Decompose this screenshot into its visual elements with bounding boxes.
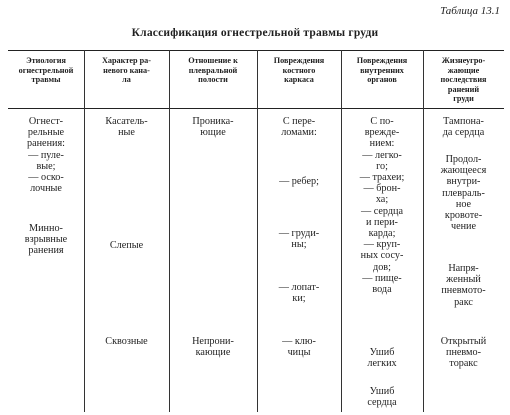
header-organ-damage: Повреждения внутренних органов: [356, 56, 408, 85]
cell-scapula: — лопат- ки;: [278, 282, 320, 305]
cell-tension-pneumothorax: Напря- женный пневмото- ракс: [441, 263, 486, 308]
cell-sternum: — груди- ны;: [278, 228, 320, 251]
header-wound-channel: Характер ра- невого кана- ла: [101, 56, 151, 85]
cell-open-pneumothorax: Открытый пневмо- торакс: [440, 336, 487, 370]
cell-heart-contusion: Ушиб сердца: [367, 386, 397, 409]
cell-ribs: — ребер;: [279, 176, 319, 187]
cell-through: Сквозные: [105, 336, 148, 347]
cell-nonpenetrating: Непрони- кающие: [192, 336, 234, 359]
header-bottom-rule: [8, 108, 504, 109]
cell-lung-contusion: Ушиб легких: [367, 347, 397, 370]
cell-cardiac-tamponade: Тампона- да сердца: [442, 116, 485, 139]
cell-blind: Слепые: [109, 240, 144, 251]
cell-ongoing-bleeding: Продол- жающееся внутри- плевраль- ное кровоте- чение: [440, 154, 487, 233]
cell-tangential: Касатель- ные: [105, 116, 148, 139]
classification-table: [8, 50, 504, 412]
cell-clavicle: — клю- чицы: [282, 336, 316, 359]
cell-with-fractures: С пере- ломами:: [281, 116, 317, 139]
header-bone-damage: Повреждения костного каркаса: [273, 56, 325, 85]
cell-organ-damage: С по- врежде- нием: — легко- го; — трахеи; — брон- ха; — сердца и пери- карда; — круп- ных сосу- дов; — пище- вода: [359, 116, 405, 296]
header-etiology: Этиология огнестрельной травмы: [18, 56, 74, 85]
header-pleural-relation: Отношение к плевральной полости: [188, 56, 238, 85]
cell-penetrating: Проника- ющие: [192, 116, 234, 139]
table-number: Таблица 13.1: [440, 5, 500, 17]
header-life-threatening: Жизнеугро- жающие последствия ранений груди: [440, 56, 487, 104]
table-top-rule: [8, 50, 504, 51]
cell-mine-explosive-wounds: Минно- взрывные ранения: [24, 223, 68, 257]
table-title: Классификация огнестрельной травмы груди: [131, 27, 379, 39]
cell-gunshot-wounds: Огнест- рельные ранения: — пуле- вые; — оско- лочные: [26, 116, 65, 195]
